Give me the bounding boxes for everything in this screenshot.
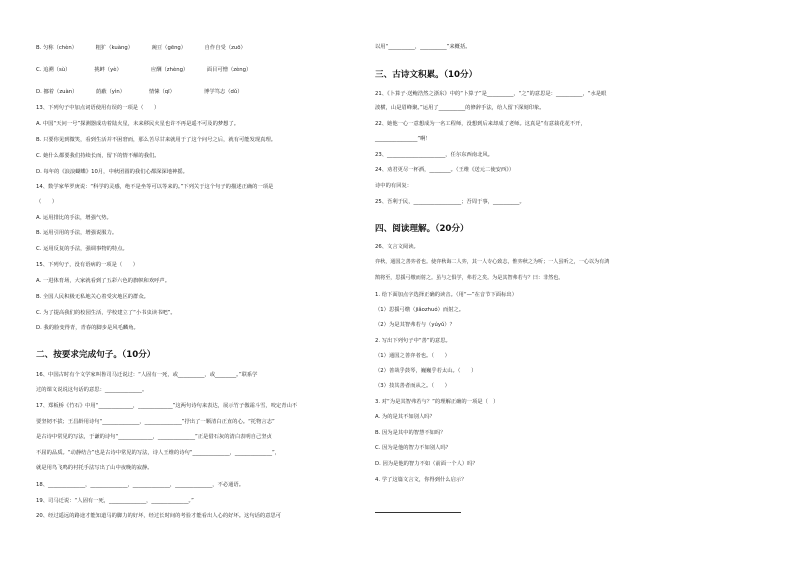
question-19: 19、司马迁说：“人固有一死，______________，______________。” (36, 498, 194, 504)
section-2-heading: 二、按要求完成句子。（10分） (36, 350, 156, 360)
question-22-line2: ________________”啊！ (375, 136, 431, 142)
q13-option-b: B. 只要你见到微笑，看到生活并不困窘而，那么苦尽甘来就用于了这个问号之后，就有可能发现真理。 (36, 137, 277, 143)
exercise-2-item2: （2）善哉乎鼓琴，巍巍乎若太山。（ ） (375, 368, 477, 374)
question-24: 24、劝君更尽一杯酒，________。（王维《送元二使安西》） (375, 167, 515, 173)
question-20: 20、经过遥远的路途才能知道马的脚力的好坏，经过长时间的考验才能看出人心的好坏。这句话的意思可 (36, 513, 282, 519)
question-21: 21、《卜算子·送鲍浩然之浙东》中的“卜算子”是__________，“之”的意思是：__________，“水是眼 (375, 91, 607, 97)
exercise-1-item1: （1）思援弓缴（jiǎozhuó）而射之。 (375, 307, 465, 313)
question-14: 14、数学家华罗庚说：“科学的灵感，绝不是坐等可以等来的。”下列关于这个句子的描述正确的一项是 (36, 184, 274, 190)
exercise-2: 2. 写出下列句子中“善”的意思。 (375, 338, 451, 344)
classical-text-line1: 弈秋，通国之善弈者也。使弈秋诲二人弈，其一人专心致志，惟弈秋之为听；一人虽听之，一心以为有鸿 (375, 259, 610, 265)
question-22: 22、她他一心一意想成为一名工程师，没想到后来却成了老师。这真是“有意栽花花不开， (375, 121, 586, 127)
exercise-3-option-d: D. 因为是他的智力不如（前面一个人）吗？ (375, 461, 478, 467)
question-17-line2: 要坚韧不拔；王昌龄用诗句“______________，______________”抒出了一颗清白正直的心。“托物言志” (36, 419, 275, 425)
q12-option-b: B. 匀称（chèn） 粗犷（kuàng） 豌豆（gēng） 自作自受（zuō） (36, 45, 246, 51)
q12-option-d: D. 挪着（zuàn） 荫蔽（yìn） 情愫（qī） 博学笃志（dǔ） (36, 89, 243, 95)
section-3-heading: 三、古诗文积累。（10分） (375, 70, 478, 80)
q15-option-d: D. 我的脸变得青，青春的脚步是风毛麟角。 (36, 325, 139, 331)
exercise-3-option-c: C. 因为是他的智力不如别人吗？ (375, 445, 451, 451)
q15-option-c: C. 为了提高我们的校园生活，学校建立了“小书虫读书吧”。 (36, 310, 176, 316)
question-17-line3: 是古诗中常见的写法，于谦的诗句“_____________，______________”正是借石灰的清白表明自己坚贞 (36, 434, 272, 440)
q14-option-a: A. 运用排比的手法，增强气势。 (36, 215, 112, 221)
question-16-line2: 过的课文说说这句话的意思：______________。 (36, 387, 148, 393)
exercise-3-option-a: A. 为的是其不如别人吗？ (375, 414, 435, 420)
question-17-line4: 不屈的品质。“动静结合”也是古诗中常见的写法，诗人王维的诗句“______________，______________”， (36, 450, 281, 456)
question-20-line2: 以用“__________，__________”来概括。 (375, 44, 471, 50)
question-13: 13、下列句子中加点词语使用有误的一项是（ ） (36, 105, 160, 111)
q12-option-c: C. 追溯（sù） 挑衅（yè） 应酬（zhèng） 面目可憎（zèng） (36, 67, 252, 73)
question-15: 15、下列句子，没有语病的一项是（ ） (36, 262, 139, 268)
q14-option-b: B. 运用引用的手法，增强说服力。 (36, 230, 118, 236)
question-23: 23、______________________，任尔东西南北风。 (375, 152, 493, 158)
exercise-3-option-b: B. 因为是其中的智慧不如吗？ (375, 430, 446, 436)
question-24-line2: 诗中的有回复： (375, 183, 413, 189)
question-26: 26、文言文阅读。 (375, 244, 419, 250)
question-16: 16、中国古时有个文学家叫鲁司马迁说过：“人固有一死，或__________，或________。”联系学 (36, 372, 258, 378)
q15-option-a: A. 一进体育场，大家就看到了五彩六色的旗帜和欢呼声。 (36, 278, 171, 284)
classical-text-line2: 鹄将至，思援弓缴而射之。虽与之俱学，弗若之矣。为是其智弗若与？曰：非然也。 (375, 275, 564, 281)
q15-option-b: B. 全国人民积极无私地关心着受灾地区的群众。 (36, 294, 149, 300)
question-25: 25、吾利于民，__________________；吾周于事，__________。 (375, 199, 525, 205)
exercise-2-item1: （1）通国之善弈者也。（ ） (375, 353, 450, 359)
question-17: 17、郑板桥《竹石》中用“_____________，_____________”这两句诗句来表达，展示竹子傲霜斗雪，咬定青山不 (36, 403, 298, 409)
section-4-heading: 四、阅读理解。（20分） (375, 224, 469, 234)
exercise-3: 3. 对“为是其智弗若与？”的理解正确的一项是（ ） (375, 399, 499, 405)
exercise-2-item3: （3）技其善者而从之。（ ） (375, 383, 450, 389)
answer-line (375, 512, 461, 513)
question-21-line2: 波横，山是眉峰聚。”运用了__________的修辞手法，给人留下深刻印象。 (375, 105, 545, 111)
question-17-line5: 就是用鸟飞鸣的衬托手法写出了山中夜晚的寂静。 (36, 465, 153, 471)
exercise-1-item2: （2）为是其智弗若与（yúyǔ）？ (375, 322, 455, 328)
question-18: 18、______________，______________，______________，______________，不必通语。 (36, 482, 245, 488)
q13-option-c: C. 她什么都要我们持续长而，留下的情不解的我们。 (36, 153, 160, 159)
q14-paren: （ ） (36, 199, 58, 205)
q14-option-c: C. 运用反复的手法，强调事物的特点。 (36, 246, 128, 252)
q13-option-a: A. 中国“天问一号”探测器成功着陆火星，未来移民火星也许不再是遥不可及的梦想了。 (36, 121, 240, 127)
exercise-4: 4. 学了这篇文言文，你得到什么启示？ (375, 477, 467, 483)
exercise-1: 1. 给下面加点字选择正确的读音。（用“—”在音节下面标出） (375, 292, 517, 298)
q13-option-d: D. 每年的《浪浪蝴蝶》10月，中秋团圆的我们心都深深地神摇。 (36, 169, 188, 175)
